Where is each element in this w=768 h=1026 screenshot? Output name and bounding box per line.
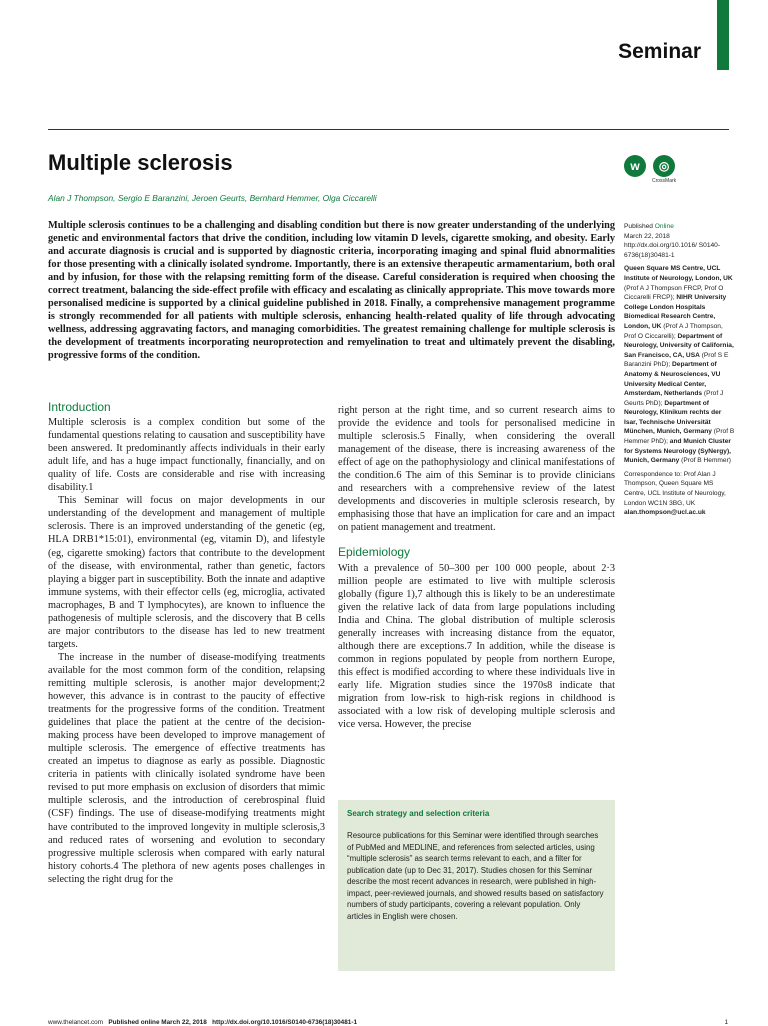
- paragraph: With a prevalence of 50–300 per 100 000 people, about 2·3 million people are estimated to live with multiple sclerosis globally (figure 1),7 although this is likely to be an underestimate given the relative lack of data from large populations including India and China. The global distribution of multiple sclerosis generally increases with increasing distance from the equator, although there are exceptions.7 In addition, while the disease is common in regions populated by people from northern Europe, this effect is modified according to where these individuals live in early life. Migration studies since the 1970s8 indicate that migration from low-risk to high-risk regions in childhood is associated with a low risk of developing multiple sclerosis and vice versa. However, the precise: [338, 562, 615, 731]
- page-footer: [48, 1019, 728, 1026]
- paragraph: The increase in the number of disease-modifying treatments available for the most common form of the condition, relapsing remitting multiple sclerosis, is another major development;2 however, this advance is in contrast to the paucity of effective treatments for the progressive forms of the condition. Treatment guidelines that place the patient at the centre of the decision-making process have been developed to improve management of multiple sclerosis. The emergence of effective treatments has created an impetus to diagnose as early as possible. Diagnostic criteria in patients with clinically isolated syndrome have been revised to put more emphasis on exclusion of disorders that mimic multiple sclerosis, and the introduction of cerebrospinal fluid (CSF) findings. The use of disease-modifying treatments might have contributed to the improved longevity in multiple sclerosis,3 and reduced rates of worsening and evolution to secondary progressive multiple sclerosis when compared with early natural history cohorts.4 The plethora of new agents poses challenges in selecting the right drug for the: [48, 651, 325, 885]
- body-column-left: [48, 401, 325, 886]
- published-online-link[interactable]: Online: [654, 223, 674, 230]
- affiliation-authors: (Prof B Hemmer PhD);: [624, 428, 735, 446]
- affiliations: [624, 264, 736, 465]
- logos: [624, 155, 676, 184]
- journal-accent-bar: [717, 0, 729, 70]
- affiliation-authors: (Prof A J Thompson FRCP, Prof O Ciccarelli FRCP);: [624, 284, 724, 302]
- paragraph: Multiple sclerosis is a complex condition but some of the fundamental questions relating to causation and susceptibility have been answered. It predominantly affects individuals in their early adult life, and has a huge impact functionally, financially, and on quality of life. Costs are considerable and rise with increasing disability.1: [48, 417, 325, 494]
- search-strategy-title: Search strategy and selection criteria: [347, 809, 490, 818]
- published-date: March 22, 2018: [624, 232, 670, 240]
- doi-link[interactable]: http://dx.doi.org/10.1016/ S0140-6736(18)30481-1: [624, 242, 721, 259]
- publication-info: [624, 222, 736, 260]
- affiliation: and Munich Cluster for Systems Neurology (SyNergy), Munich, Germany: [624, 438, 731, 465]
- correspondence-email[interactable]: alan.thompson@ucl.ac.uk: [624, 509, 706, 517]
- correspondence: [624, 470, 736, 518]
- page-number: 1: [724, 1019, 728, 1026]
- affiliation-authors: (Prof S E Baranzini PhD);: [624, 351, 729, 369]
- article-title: Multiple sclerosis: [48, 150, 233, 175]
- crossmark-label: CrossMark: [652, 178, 677, 184]
- section-label: Seminar: [618, 40, 701, 63]
- epidemiology-heading: Epidemiology: [338, 545, 411, 560]
- crossmark-logo[interactable]: [652, 155, 676, 184]
- footer-published: Published online March 22, 2018: [108, 1019, 207, 1026]
- search-strategy-box: [338, 800, 615, 971]
- affiliation: Department of Neurology, Klinikum rechts der Isar, Technische Universität München, Munich, Germany: [624, 399, 722, 436]
- affiliation: NIHR University College London Hospitals Biomedical Research Centre, London, UK: [624, 294, 727, 330]
- affiliation: Department of Anatomy & Neurosciences, VU University Medical Center, Amsterdam, Netherlands: [624, 361, 721, 398]
- search-strategy-text: Resource publications for this Seminar were identified through searches of PubMed and MEDLINE, and references from selected articles, using “multiple sclerosis” as search terms relevant to each, and a filter for publication date (up to Dec 31, 2017). Studies chosen for this Seminar describe the most recent advances in research, were published in high-impact, peer-reviewed journals, and showed results based on satisfactory numbers of study participants, covering a relevant population. Only articles in English were chosen.: [347, 831, 604, 921]
- article-info-sidebar: [624, 222, 736, 522]
- affiliation: Department of Neurology, University of California, San Francisco, CA, USA: [624, 332, 734, 359]
- body-column-right: [338, 404, 615, 731]
- header-rule: [48, 129, 729, 130]
- paragraph: This Seminar will focus on major developments in our understanding of the development and management of multiple sclerosis. There is an improved understanding of the genetic (eg, HLA DRB1*15:01), environmental (eg, vitamin D), and lifestyle (eg, cigarette smoking) factors that contribute to the development of the disease, with environmental, rather than genetic, factors playing a bigger part in susceptibility. Both the innate and adaptive immune systems, with their effector cells (eg, microglia, activated macrophages, B and T lymphocytes), are known to influence the pathogenesis of multiple sclerosis, and the discovery that B cells are major contributors to the disease has led to new treatment targets.: [48, 495, 325, 650]
- correspondence-address: Correspondence to: Prof Alan J Thompson, Queen Square MS Centre, UCL Institute of Neurology, London WC1N 3BG, UK: [624, 470, 726, 507]
- affiliation: Queen Square MS Centre, UCL Institute of Neurology, London, UK: [624, 265, 733, 282]
- footer-doi-link[interactable]: http://dx.doi.org/10.1016/S0140-6736(18)30481-1: [212, 1019, 358, 1026]
- journal-site-link[interactable]: www.thelancet.com: [48, 1019, 104, 1026]
- affiliation-authors: (Prof B Hemmer): [679, 457, 731, 465]
- author-list: Alan J Thompson, Sergio E Baranzini, Jeroen Geurts, Bernhard Hemmer, Olga Ciccarelli: [48, 193, 377, 203]
- paragraph: right person at the right time, and so current research aims to provide the evidence and tools for personalised medicine in multiple sclerosis.5 Finally, when considering the overall management of the disease, there is increasing awareness of the effect of age on the pathophysiology and clinical manifestations of the condition.6 The aim of this Seminar is to provide clinicians and researchers with a comprehensive review of the latest developments and discoveries in multiple sclerosis research, by emphasising those that have an implication for care and an impact on patient management and treatment.: [338, 405, 615, 534]
- abstract: Multiple sclerosis continues to be a challenging and disabling condition but there is now greater understanding of the underlying genetic and environmental factors that drive the condition, including low vitamin D levels, cigarette smoking, and obesity. Early and accurate diagnosis is crucial and is supported by diagnostic criteria, incorporating imaging and spinal fluid abnormalities for those presenting with a clinically isolated syndrome. Importantly, there is an extensive therapeutic armamentarium, both oral and by infusion, for those with the relapsing remitting form of the disease. Careful consideration is required when choosing the correct treatment, balancing the side-effect profile with efficacy and escalating as clinically appropriate. This move towards more personalised medicine is supported by a clinical guideline published in 2018. Finally, a comprehensive management programme is strongly recommended for all patients with multiple sclerosis, enhancing health-related quality of life through advocating wellness, addressing aggravating factors, and managing comorbidities. The greatest remaining challenge for multiple sclerosis is the development of treatments incorporating neuroprotection and remyelination to treat and ultimately prevent the disabling, progressive forms of the condition.: [48, 220, 615, 361]
- affiliation-authors: (Prof A J Thompson, Prof O Ciccarelli);: [624, 322, 723, 340]
- published-label: Published: [624, 223, 655, 230]
- crossmark-icon: ◎: [653, 155, 675, 177]
- affiliation-authors: (Prof J Geurts PhD);: [624, 390, 724, 407]
- open-access-icon[interactable]: w: [624, 155, 646, 177]
- introduction-heading: Introduction: [48, 400, 111, 414]
